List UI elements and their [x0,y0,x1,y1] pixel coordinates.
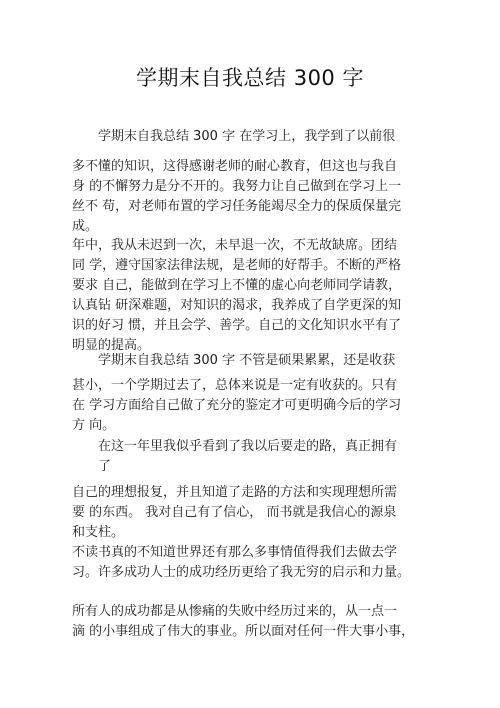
text-line: 在 学习方面给自己做了充分的鉴定才可更明确今后的学习 [72,398,402,413]
paragraph-7 [72,483,422,543]
text-line: 同 学，遵守国家法律法规，是老师的好帮手。不断的严格 [72,258,402,273]
text-line: 习。许多成功人士的成功经历更给了我无穷的启示和力量。 [72,565,411,580]
text-line: 所有人的成功都是从惨痛的失败中经历过来的，从一点一 [72,604,398,619]
text-line: 识的好习 惯，并且会学、善学。自己的文化知识水平有了 [72,318,402,333]
text-line: 身 的不懈努力是分不开的。我努力让自己做到在学习上一 [72,179,402,194]
text-line: 要 的东西。 我对自己有了信心， 而书就是我信心的源泉 [72,505,397,520]
text-line: 认真钻 研深难题，对知识的渴求，我养成了自学更深的知 [72,298,402,313]
paragraph-8 [72,543,422,583]
text-line: 多不懂的知识，这得感谢老师的耐心教育，但这也与我自 [72,159,398,174]
paragraph-9 [72,602,422,642]
text-line: 要求 自己，能做到在学习上不懂的虚心向老师同学请教， [72,278,402,293]
text-line: 丝不 苟，对老师布置的学习任务能竭尽全力的保质保量完 [72,199,402,214]
text-line: 不读书真的不知道世界还有那么多事情值得我们去做去学 [72,545,398,560]
text-line: 甚小，一个学期过去了，总体来说是一定有收获的。只有 [72,378,398,393]
text-line: 自己的理想报复，并且知道了走路的方法和实现理想所需 [72,485,398,500]
text-line: 明显的提高。 [72,338,151,353]
text-line: 学期末自我总结 300 字 不管是硕果累累，还是收获 [98,353,396,368]
text-line: 成。 [72,219,99,234]
text-line: 在这一年里我似乎看到了我以后要走的路，真正拥有 [98,439,398,454]
page-title: 学期末自我总结 300 字 [136,66,364,90]
paragraph-2 [72,157,422,237]
text-line: 滴 的小事组成了伟大的事业。所以面对任何一件大事小事， [72,624,415,639]
paragraph-1 [98,127,416,147]
text-line: 和支柱。 [72,525,125,540]
text-line: 了 [98,459,112,474]
paragraph-4 [98,351,416,371]
text-line: 学期末自我总结 300 字 在学习上，我学到了以前很 [98,129,396,144]
text-line: 方 向。 [72,418,116,433]
paragraph-3 [72,236,422,356]
text-line: 年中，我从未迟到一次，未早退一次，不无故缺席。团结 [72,238,398,253]
paragraph-6 [98,437,416,477]
paragraph-5 [72,376,422,436]
